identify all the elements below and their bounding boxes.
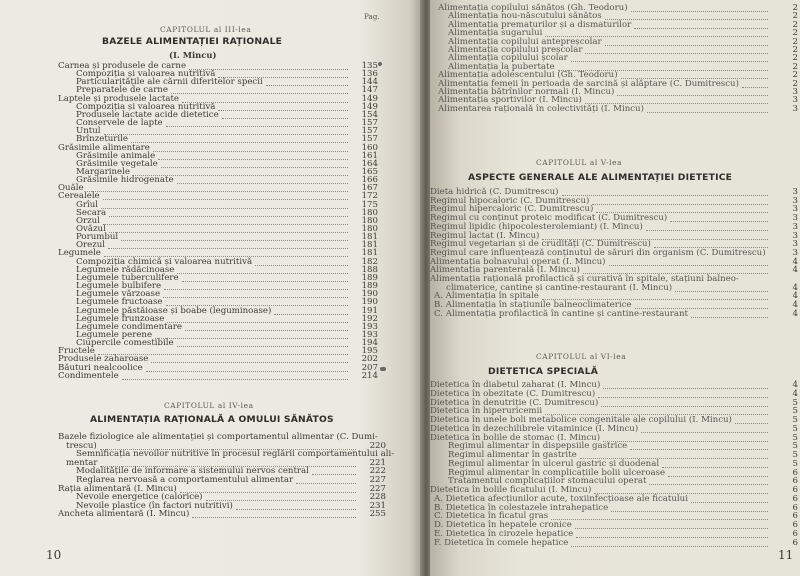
toc-page-number: 221: [369, 457, 386, 468]
toc-page-number: 188: [361, 264, 378, 275]
toc-page-number: 5: [792, 406, 798, 417]
toc-entry-text: Alimentația sugarului: [448, 28, 543, 39]
toc-entry-text: Alimentația adolescentului (Gh. Teodoru): [438, 70, 618, 81]
toc-entry-text: Ancheta alimentară (I. Mincu): [58, 509, 190, 520]
leader-dots: [609, 264, 768, 266]
toc-entry-text: Regimul hipercaloric (C. Dumitrescu): [430, 204, 594, 215]
toc-entry-text: Regimul care influențează conținutul de săruri din organism (C. Dumitrescu): [430, 247, 766, 258]
page-number: 10: [46, 548, 62, 562]
toc-page-number: 194: [361, 338, 378, 349]
toc-entry-text: Rația alimentară (I. Mincu): [58, 483, 177, 494]
toc-entry-text: Reglarea nervoasă a comportamentului alimentar: [76, 475, 294, 485]
leader-dots: [562, 194, 768, 196]
leader-dots: [691, 501, 768, 503]
toc-page-number: 3: [792, 195, 798, 206]
toc-page-number: 161: [361, 150, 378, 161]
toc-entry-text: F. Dietetica în comele hepatice: [434, 537, 569, 548]
toc-entry-text: Ovăzul: [76, 224, 106, 234]
leader-dots: [670, 220, 768, 222]
toc-page-number: 214: [361, 370, 378, 381]
leader-dots: [585, 52, 768, 54]
toc-page-number: 2: [792, 70, 798, 81]
toc-page-number: 2: [792, 45, 798, 55]
leader-dots: [109, 215, 348, 217]
chapter-title: ALIMENTAȚIA RAȚIONALĂ A OMULUI SĂNĂTOS: [90, 414, 334, 425]
toc-page-number: 144: [361, 77, 378, 88]
leader-dots: [551, 518, 768, 520]
toc-entry-text: Untul: [76, 126, 101, 137]
toc-entry-text: Produsele zaharoase: [58, 354, 149, 365]
toc-page-number: 4: [792, 256, 798, 267]
ink-smudge: [380, 367, 386, 371]
toc-entry-text: Condimentele: [58, 370, 119, 381]
toc-page-number: 175: [361, 199, 378, 210]
toc-page-number: 167: [361, 183, 378, 194]
toc-entry-text: Regimul alimentar în ulcerul gastric și duodenal: [448, 458, 660, 469]
chapter-label: CAPITOLUL al V-lea: [536, 158, 623, 167]
ink-smudge: [378, 62, 382, 66]
toc-page-number: 6: [792, 467, 798, 478]
toc-entry-text: Alimentația copilului preșcolar: [448, 45, 583, 55]
toc-entry-text: Dietetica în dezechilibrele vitaminice (I. Mincu): [430, 423, 639, 434]
chapter-label: CAPITOLUL al VI-lea: [536, 352, 627, 361]
toc-page-number: 227: [369, 483, 386, 494]
leader-dots: [735, 422, 768, 424]
toc-entry-text: Regimul lipidic (hipocolesterolemiant) (I. Mincu): [430, 221, 643, 232]
leader-dots: [218, 109, 348, 111]
leader-dots: [603, 440, 768, 442]
toc-entry-text: Nevoile energetice (calorice): [76, 492, 203, 503]
toc-entry-text: Dietetica în unele boli metabolice congenitale ale copilului (I. Mincu): [430, 415, 732, 425]
toc-page-number: 2: [792, 19, 798, 30]
leader-dots: [592, 203, 768, 205]
leader-dots: [646, 229, 768, 231]
toc-entry-text: Nevoile plastice (în factori nutritivi): [76, 500, 233, 511]
leader-dots: [605, 44, 768, 46]
toc-page-number: 157: [361, 118, 378, 129]
toc-entry-text: A. Dietetica afecțiunilor acute, toxiinfecțioase ale ficatului: [434, 493, 688, 504]
toc-entry-text: Regimul alimentar în gastrite: [448, 450, 577, 460]
toc-entry-text: Alimentația sportivilor (I. Mincu): [438, 95, 582, 106]
leader-dots: [104, 133, 348, 135]
toc-page-number: 172: [361, 191, 378, 202]
toc-entry-text: Grîul: [76, 199, 99, 210]
toc-entry-text: Alimentația bătrînilor normali (I. Mincu): [438, 87, 615, 97]
toc-page-number: 164: [361, 158, 378, 169]
toc-entry-text: Bazele fiziologice ale alimentației și comportamentul alimentar (C. Dumi-: [58, 432, 378, 442]
toc-entry-text: Cerealele: [58, 191, 100, 202]
leader-dots: [601, 405, 768, 407]
leader-dots: [312, 473, 356, 475]
toc-entry-text: D. Dietetica în hepatele cronice: [434, 520, 572, 530]
leader-dots: [630, 448, 768, 450]
toc-entry-text: Grăsimile animale: [76, 150, 156, 161]
toc-page-number: 3: [792, 103, 798, 114]
toc-page-number: 2: [792, 36, 798, 47]
toc-page-number: 135: [361, 61, 378, 71]
toc-entry-text: trescu): [66, 440, 97, 451]
toc-page-number: 180: [361, 207, 378, 218]
toc-page-number: 4: [792, 265, 798, 276]
leader-dots: [87, 190, 348, 192]
toc-entry-text: Grăsimile hidrogenate: [76, 175, 174, 186]
toc-page-number: 6: [792, 520, 798, 530]
leader-dots: [675, 290, 768, 292]
toc-page-number: 3: [792, 247, 798, 258]
toc-page-number: 193: [361, 321, 378, 332]
toc-entry-text: Dietetica în bolile ficatului (I. Mincu): [430, 485, 592, 495]
toc-page-number: 6: [792, 528, 798, 539]
toc-page-number: 195: [361, 346, 378, 357]
leader-dots: [185, 329, 348, 331]
leader-dots: [691, 316, 768, 318]
toc-page-number: 2: [792, 61, 798, 72]
toc-entry-text: Alimentația copilului antepreșcolar: [448, 36, 602, 47]
toc-entry-text: Dietetica în diabetul zaharat (I. Mincu): [430, 380, 601, 390]
toc-page-number: 160: [361, 142, 378, 153]
toc-page-number: 5: [792, 415, 798, 425]
page-column-label: Pag.: [364, 12, 380, 21]
toc-page-number: 3: [792, 87, 798, 97]
leader-dots: [662, 466, 768, 468]
toc-entry-text: Ouăle: [58, 183, 84, 194]
toc-entry-text: Carnea și produsele de carne: [58, 61, 187, 71]
toc-entry-text: climaterice, cantine și cantine-restaurant (I. Mincu): [446, 282, 673, 293]
toc-page-number: 6: [792, 476, 798, 487]
chapter-title: ASPECTE GENERALE ALE ALIMENTAȚIEI DIETETICE: [468, 172, 733, 183]
toc-page-number: 166: [361, 175, 378, 186]
toc-entry-text: Legumele bulbifere: [76, 281, 162, 292]
toc-entry-text: Legumele tuberculifere: [76, 272, 179, 283]
toc-page-number: 5: [792, 458, 798, 469]
toc-page-number: 227: [369, 475, 386, 485]
toc-page-number: 5: [792, 423, 798, 434]
leader-dots: [151, 361, 348, 363]
leader-dots: [649, 483, 768, 485]
toc-page-number: 6: [792, 485, 798, 495]
leader-dots: [121, 239, 348, 241]
toc-page-number: 2: [792, 78, 798, 89]
toc-page-number: 207: [361, 362, 378, 373]
toc-entry-text: Dietetica în hiperuricemii: [430, 406, 543, 417]
toc-page-number: 4: [792, 308, 798, 319]
toc-entry-text: Alimentația la pubertate: [448, 61, 555, 72]
toc-entry-text: Regimul cu conținut proteic modificat (C. Dumitrescu): [430, 213, 668, 224]
toc-entry-text: Compoziția și valoarea nutritivă: [76, 69, 216, 80]
toc-page-number: 5: [792, 450, 798, 460]
leader-dots: [166, 125, 348, 127]
toc-entry-text: Fructele: [58, 346, 95, 357]
toc-page-number: 149: [361, 93, 378, 104]
toc-page-number: 5: [792, 397, 798, 408]
toc-page-number: 136: [361, 69, 378, 80]
toc-page-number: 6: [792, 493, 798, 504]
toc-entry-text: Laptele și produsele lactate: [58, 93, 180, 104]
toc-page-number: 180: [361, 215, 378, 226]
toc-page-number: 228: [369, 492, 386, 503]
toc-entry-text: Alimentația prematurilor și a dismaturilor: [448, 19, 632, 30]
leader-dots: [192, 516, 356, 518]
toc-entry-text: Alimentația bolnavului operat (I. Mincu): [430, 256, 606, 267]
leader-dots: [236, 508, 356, 510]
toc-page-number: 3: [792, 239, 798, 250]
toc-page-number: 3: [792, 230, 798, 241]
toc-page-number: 6: [792, 537, 798, 548]
toc-entry-text: Preparatele de carne: [76, 85, 168, 96]
toc-entry-text: Regimul vegetarian și de crudități (C. Dumitrescu): [430, 239, 651, 250]
toc-entry-text: Orzul: [76, 215, 100, 226]
toc-entry-text: Legumele: [58, 248, 101, 259]
toc-entry-text: B. Dietetica în colestazele intrahepatice: [434, 502, 609, 513]
toc-page-number: 154: [361, 109, 378, 120]
toc-entry-text: Regimul alimentar în dispepsiile gastrice: [448, 441, 628, 452]
toc-entry-text: Regimul alimentar în complicațiile bolii ulceroase: [448, 467, 666, 478]
toc-page-number: 220: [369, 440, 386, 451]
leader-dots: [153, 150, 348, 152]
leader-dots: [163, 296, 348, 298]
toc-entry-text: Dieta hidrică (C. Dumitrescu): [430, 187, 559, 197]
toc-entry-text: E. Dietetica în cirozele hepatice: [434, 528, 574, 539]
toc-entry-text: Alimentația femeii în perioada de sarcină și alăptare (C. Dumitrescu): [438, 78, 739, 89]
toc-entry-text: Legumele vărzoase: [76, 289, 161, 300]
toc-page-number: 191: [361, 305, 378, 316]
leader-dots: [146, 370, 348, 372]
toc-page-number: 5: [792, 432, 798, 443]
toc-page-number: 3: [792, 95, 798, 106]
toc-entry-text: Tratamentul complicațiilor stomacului operat: [448, 476, 647, 487]
toc-entry-text: Produsele lactate acide dietetice: [76, 109, 219, 120]
leader-dots: [158, 158, 348, 160]
leader-dots: [108, 247, 348, 249]
leader-dots: [668, 475, 768, 477]
leader-dots: [101, 207, 348, 209]
toc-entry-text: Modalitățile de informare a sistemului nervos central: [76, 466, 309, 477]
toc-entry-text: Legumele păstăioase și boabe (leguminoase): [76, 305, 272, 316]
leader-dots: [180, 491, 356, 493]
toc-entry-text: Particularitățile ale cărnii diferitelor specii: [76, 77, 263, 88]
toc-entry-text: Alimentația copilului școlar: [448, 53, 568, 64]
leader-dots: [131, 141, 348, 143]
toc-entry-text: Dietetica în bolile de stomac (I. Mincu): [430, 432, 601, 443]
leader-dots: [177, 182, 348, 184]
leader-dots: [171, 92, 348, 94]
chapter-author: (I. Mincu): [169, 50, 217, 60]
leader-dots: [617, 94, 768, 96]
toc-entry-text: Orezul: [76, 240, 106, 251]
leader-dots: [164, 288, 348, 290]
toc-entry-text: mentar: [66, 457, 98, 468]
toc-entry-text: Semnificația nevoilor nutritive în procesul reglării comportamentului ali-: [76, 449, 395, 460]
toc-entry-text: C. Alimentația profilactică în cantine și cantine-restaurant: [434, 308, 688, 319]
toc-entry-text: Porumbul: [76, 232, 119, 243]
leader-dots: [103, 223, 348, 225]
leader-dots: [167, 321, 348, 323]
toc-page-number: 222: [369, 466, 386, 477]
toc-page-number: 3: [792, 204, 798, 215]
toc-entry-text: Băuturi nealcoolice: [58, 362, 143, 373]
chapter-label: CAPITOLUL al III-lea: [160, 25, 252, 34]
leader-dots: [222, 117, 348, 119]
toc-page-number: 180: [361, 224, 378, 234]
leader-dots: [177, 272, 348, 274]
toc-page-number: 255: [369, 509, 386, 520]
chapter-label: CAPITOLUL al IV-lea: [164, 401, 254, 410]
toc-page-number: 4: [792, 291, 798, 302]
toc-page-number: 181: [361, 248, 378, 259]
leader-dots: [177, 345, 348, 347]
leader-dots: [296, 482, 356, 484]
toc-entry-text: Compoziția și valoarea nutritivă: [76, 101, 216, 112]
right-page: [430, 0, 800, 576]
leader-dots: [571, 545, 768, 547]
toc-entry-text: Compoziția chimică și valoarea nutritivă: [76, 256, 253, 267]
leader-dots: [611, 510, 768, 512]
toc-entry-text: Margarinele: [76, 166, 130, 177]
toc-page-number: 157: [361, 126, 378, 137]
chapter-title: DIETETICA SPECIALĂ: [488, 366, 599, 377]
leader-dots: [266, 84, 348, 86]
toc-page-number: 2: [792, 3, 798, 13]
toc-page-number: 5: [792, 441, 798, 452]
leader-dots: [575, 527, 768, 529]
toc-page-number: 165: [361, 166, 378, 177]
toc-entry-text: Regimul hipocaloric (C. Dumitrescu): [430, 195, 590, 206]
toc-page-number: 3: [792, 221, 798, 232]
toc-page-number: 189: [361, 272, 378, 283]
leader-dots: [647, 111, 768, 113]
toc-page-number: 4: [792, 300, 798, 311]
toc-entry-text: Legumele perene: [76, 329, 153, 340]
toc-entry-text: Conservele de lapte: [76, 118, 163, 129]
leader-dots: [122, 378, 348, 380]
leader-dots: [274, 313, 348, 315]
toc-entry-text: Legumele frunzoase: [76, 313, 165, 324]
toc-entry-text: Regimul lactat (I. Mincu): [430, 230, 540, 241]
toc-page-number: 6: [792, 502, 798, 513]
leader-dots: [161, 166, 348, 168]
toc-entry-text: Grăsimile vegetale: [76, 158, 158, 169]
leader-dots: [631, 10, 768, 12]
toc-entry-text: C. Dietetica în ficatul gras: [434, 511, 549, 522]
leader-dots: [742, 86, 768, 88]
toc-page-number: 6: [792, 511, 798, 522]
leader-dots: [598, 396, 768, 398]
leader-dots: [255, 264, 348, 266]
toc-page-number: 2: [792, 28, 798, 39]
toc-entry-text: Legumele rădăcinoase: [76, 264, 175, 275]
leader-dots: [103, 198, 348, 200]
toc-page-number: 202: [361, 354, 378, 365]
chapter-title: BAZELE ALIMENTAȚIEI RAȚIONALE: [102, 36, 283, 47]
toc-entry-text: Legumele fructoase: [76, 297, 163, 308]
toc-page-number: 4: [792, 388, 798, 399]
toc-entry-text: B. Alimentația în stațiunile balneoclimaterice: [434, 300, 632, 311]
leader-dots: [182, 280, 348, 282]
toc-page-number: 182: [361, 256, 378, 267]
toc-entry-text: Brînzeturile: [76, 134, 128, 145]
toc-entry-text: Alimentarea rațională în colectivități (I. Mincu): [438, 103, 644, 114]
toc-entry-text: Dietetica în denutriție (C. Dumitrescu): [430, 397, 599, 408]
leader-dots: [155, 337, 348, 339]
leader-dots: [571, 60, 768, 62]
page-number: 11: [778, 548, 794, 562]
toc-page-number: 189: [361, 281, 378, 292]
toc-entry-text: A. Alimentația în spitale: [434, 291, 539, 302]
toc-entry-text: Ciupercile comestibile: [76, 338, 174, 349]
toc-page-number: 3: [792, 213, 798, 224]
leader-dots: [603, 387, 768, 389]
leader-dots: [576, 536, 768, 538]
toc-entry-text: Secara: [76, 207, 107, 218]
toc-page-number: 157: [361, 134, 378, 145]
toc-page-number: 2: [792, 53, 798, 64]
leader-dots: [641, 431, 768, 433]
toc-page-number: 231: [369, 500, 386, 511]
toc-entry-text: Alimentația nou-născutului sănătos: [448, 11, 602, 22]
leader-dots: [634, 27, 768, 29]
toc-page-number: 4: [792, 380, 798, 390]
toc-entry-text: Alimentația copilului sănătos (Gh. Teodoru): [438, 3, 628, 13]
toc-entry-text: Alimentația rațională profilactică și curativă în spitale, stațiuni balneo-: [430, 274, 739, 284]
toc-page-number: 193: [361, 329, 378, 340]
toc-page-number: 190: [361, 297, 378, 308]
toc-page-number: 149: [361, 101, 378, 112]
toc-entry-text: Grăsimile alimentare: [58, 142, 150, 153]
toc-page-number: 4: [792, 282, 798, 293]
toc-entry-text: Legumele condimentare: [76, 321, 182, 332]
leader-dots: [109, 231, 348, 233]
toc-page-number: 3: [792, 187, 798, 197]
toc-page-number: 192: [361, 313, 378, 324]
toc-page-number: 147: [361, 85, 378, 96]
toc-page-number: 2: [792, 11, 798, 22]
toc-entry-text: Alimentația parenterală (I. Mincu): [430, 265, 580, 276]
toc-entry-text: Dietetica în obezitate (C. Dumitrescu): [430, 388, 596, 399]
toc-page-number: 181: [361, 240, 378, 251]
toc-page-number: 181: [361, 232, 378, 243]
toc-page-number: 190: [361, 289, 378, 300]
